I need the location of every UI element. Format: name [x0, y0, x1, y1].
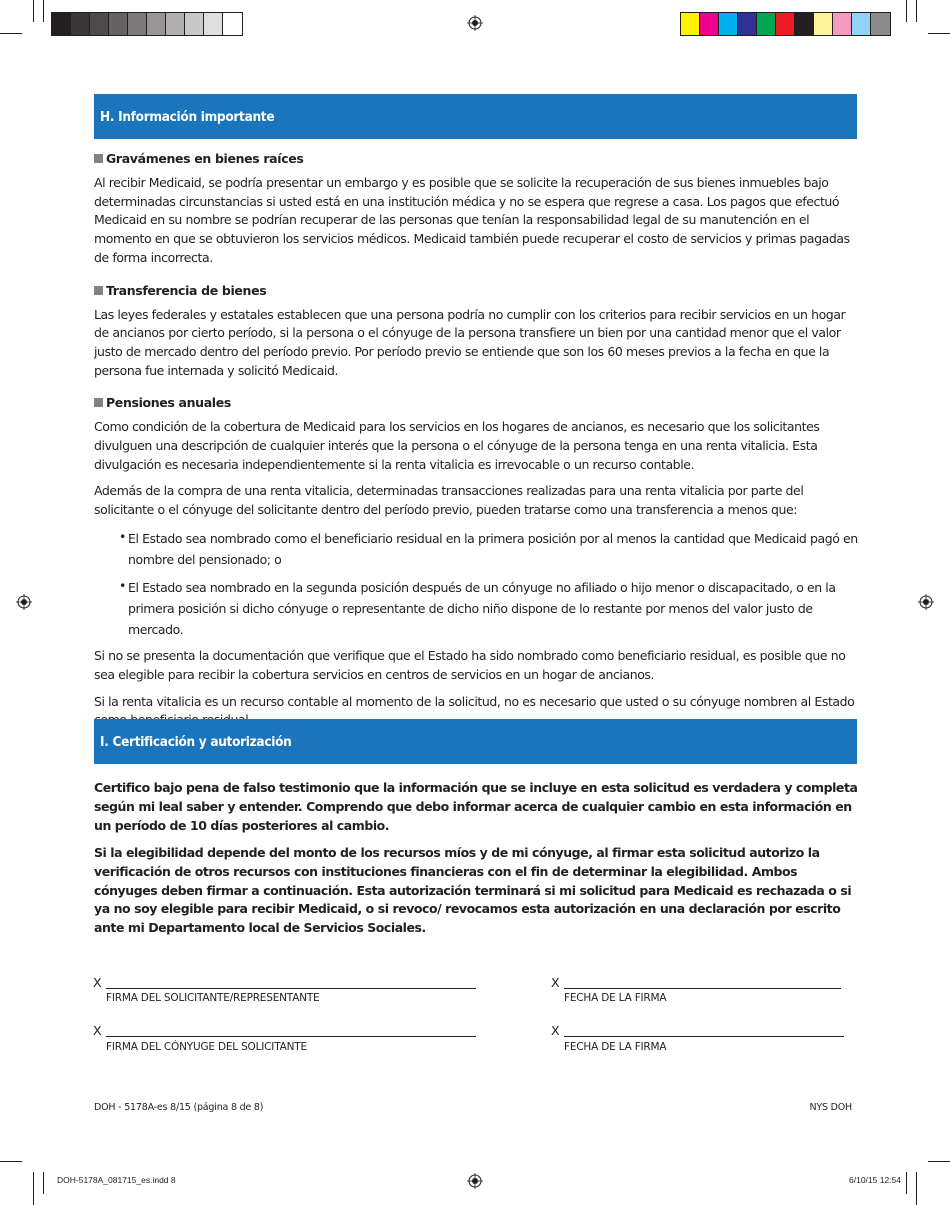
- print-slug-filename: DOH-5178A_081715_es.indd 8: [57, 1175, 176, 1185]
- bullet-text: El Estado sea nombrado en la segunda posición después de un cónyuge no afiliado o hijo menor o discapacitado, o en la primera posición si dicho cónyuge o representante de dicho niño dispone de lo restante por menos del valor justo de mercado.: [128, 580, 836, 637]
- color-swatch: [185, 13, 204, 35]
- bullet-dot: •: [119, 528, 127, 544]
- color-swatch: [128, 13, 147, 35]
- square-bullet-icon: [94, 286, 103, 295]
- crop-mark: [916, 1172, 917, 1205]
- list-item: [94, 577, 858, 639]
- certification-paragraph: Certifico bajo pena de falso testimonio que la información que se incluye en esta solicitud es verdadera y completa según mi leal saber y entender. Comprendo que debo informar acerca de cualquier cambio en esta información en un período de 10 días posteriores al cambio.: [94, 780, 858, 833]
- crop-mark: [906, 1172, 907, 1194]
- annuities-paragraph-2: Además de la compra de una renta vitalicia, determinadas transacciones realizadas para una renta vitalicia por parte del solicitante o el cónyuge del solicitante dentro del período previo, pueden tratarse como una transferencia a menos que:: [94, 483, 804, 518]
- authorization-paragraph: Si la elegibilidad depende del monto de los recursos míos y de mi cónyuge, al firmar esta solicitud autorizo la verificación de otros recursos con instituciones financieras con el fin de determinar la elegibilidad. Ambos cónyuges deben firmar a continuación. Esta autorización terminará si mi solicitud para Medicaid es rechazada o si ya no soy elegible para recibir Medicaid, o si revoco/ revocamos esta autorización en una declaración por escrito ante mi Departamento local de Servicios Sociales.: [94, 844, 852, 936]
- crop-mark: [43, 1172, 44, 1194]
- liens-paragraph: Al recibir Medicaid, se podría presentar un embargo y es posible que se solicite la recuperación de sus bienes inmuebles bajo determinadas circunstancias si usted está en una institución médica y no se espera que regrese a casa. Los pagos que efectuó Medicaid en su nombre se podrían recuperar de las personas que tenían la responsabilidad legal de su manutención en el momento en que se obtuvieron los servicios médicos. Medicaid también puede recuperar el costo de servicios y primas pagadas de forma incorrecta.: [94, 175, 850, 265]
- color-swatch: [147, 13, 166, 35]
- signature-date-field[interactable]: [564, 988, 841, 989]
- annuities-paragraph-3: Si no se presenta la documentación que verifique que el Estado ha sido nombrado como beneficiario residual, es posible que no sea elegible para recibir la cobertura servicios en centros de servicios en un hogar de ancianos.: [94, 648, 846, 683]
- color-swatch: [871, 13, 890, 35]
- spouse-signature-date-field[interactable]: [564, 1036, 844, 1037]
- color-swatch: [90, 13, 109, 35]
- liens-heading: [94, 151, 858, 166]
- section-i-content: [94, 779, 858, 938]
- color-swatch: [757, 13, 776, 35]
- annuities-heading: [94, 395, 858, 410]
- annuities-paragraph-4: Si la renta vitalicia es un recurso contable al momento de la solicitud, no es necesario que usted o su cónyuge nombren al Estado: [94, 693, 855, 709]
- agency-footer: NYS DOH: [809, 1102, 852, 1113]
- signature-date-label: FECHA DE LA FIRMA: [564, 992, 667, 1004]
- crop-mark: [33, 0, 34, 22]
- square-bullet-icon: [94, 398, 103, 407]
- crop-mark: [916, 0, 917, 22]
- crop-mark: [928, 33, 950, 34]
- transfer-heading-text: Transferencia de bienes: [106, 282, 267, 298]
- color-swatch: [204, 13, 223, 35]
- crop-mark: [43, 0, 44, 22]
- registration-mark-icon: [467, 1173, 483, 1189]
- registration-mark-icon: [467, 15, 483, 31]
- signature-x-mark: X: [93, 1023, 102, 1038]
- signature-x-mark: X: [551, 975, 560, 990]
- registration-mark-icon: [16, 594, 32, 610]
- crop-mark: [0, 1161, 22, 1162]
- color-swatch: [719, 13, 738, 35]
- section-h-header: [94, 94, 857, 139]
- annuities-heading-text: Pensiones anuales: [106, 395, 231, 411]
- list-item: [94, 528, 858, 569]
- color-swatch: [166, 13, 185, 35]
- crop-mark: [33, 1172, 34, 1205]
- form-id-footer: DOH - 5178A-es 8/15 (página 8 de 8): [94, 1102, 264, 1113]
- color-swatch: [223, 13, 242, 35]
- process-color-bar: [680, 12, 891, 36]
- print-slug-date: 6/10/15 12:54: [849, 1175, 901, 1185]
- signature-x-mark: X: [551, 1023, 560, 1038]
- annuities-paragraph-1: Como condición de la cobertura de Medicaid para los servicios en los hogares de ancianos, es necesario que los solicitantes divulguen una descripción de cualquier interés que la persona o el cónyuge de la persona tenga en una renta vitalicia. Esta divulgación es necesaria independientemente si la renta vitalicia es irrevocable o un recurso contable.: [94, 419, 820, 472]
- color-swatch: [776, 13, 795, 35]
- crop-mark: [928, 1161, 950, 1162]
- liens-heading-text: Gravámenes en bienes raíces: [106, 151, 304, 166]
- applicant-signature-label: FIRMA DEL SOLICITANTE/REPRESENTANTE: [106, 992, 320, 1004]
- grayscale-color-bar: [51, 12, 243, 36]
- color-swatch: [52, 13, 71, 35]
- section-h-content: [94, 151, 858, 730]
- spouse-signature-date-label: FECHA DE LA FIRMA: [564, 1041, 667, 1053]
- color-swatch: [738, 13, 757, 35]
- crop-mark: [0, 33, 22, 34]
- applicant-signature-field[interactable]: [106, 988, 476, 989]
- bullet-text: El Estado sea nombrado como el beneficiario residual en la primera posición por al menos la cantidad que Medicaid pagó en nombre del pensionado; o: [128, 530, 858, 567]
- color-swatch: [700, 13, 719, 35]
- section-i-header: [94, 719, 857, 764]
- color-swatch: [814, 13, 833, 35]
- spouse-signature-label: FIRMA DEL CÓNYUGE DEL SOLICITANTE: [106, 1041, 307, 1053]
- square-bullet-icon: [94, 154, 103, 163]
- bullet-dot: •: [119, 578, 127, 594]
- section-i-title: I. Certificación y autorización: [100, 733, 292, 750]
- signature-x-mark: X: [93, 975, 102, 990]
- registration-mark-icon: [918, 594, 934, 610]
- transfer-heading: [94, 283, 858, 298]
- color-swatch: [795, 13, 814, 35]
- color-swatch: [71, 13, 90, 35]
- color-swatch: [109, 13, 128, 35]
- spouse-signature-field[interactable]: [106, 1036, 476, 1037]
- color-swatch: [833, 13, 852, 35]
- crop-mark: [906, 0, 907, 22]
- color-swatch: [852, 13, 871, 35]
- section-h-title: H. Información importante: [100, 108, 275, 125]
- color-swatch: [681, 13, 700, 35]
- transfer-paragraph: Las leyes federales y estatales establecen que una persona podría no cumplir con los criterios para recibir servicios en un hogar de ancianos por cierto período, si la persona o el cónyuge de la persona transfiere un bien por una cantidad menor que el valor justo de mercado dentro del período previo. Por período previo se entiende que son los 60 meses previos a la fecha en que la persona fue internada y solicitó Medicaid.: [94, 306, 846, 378]
